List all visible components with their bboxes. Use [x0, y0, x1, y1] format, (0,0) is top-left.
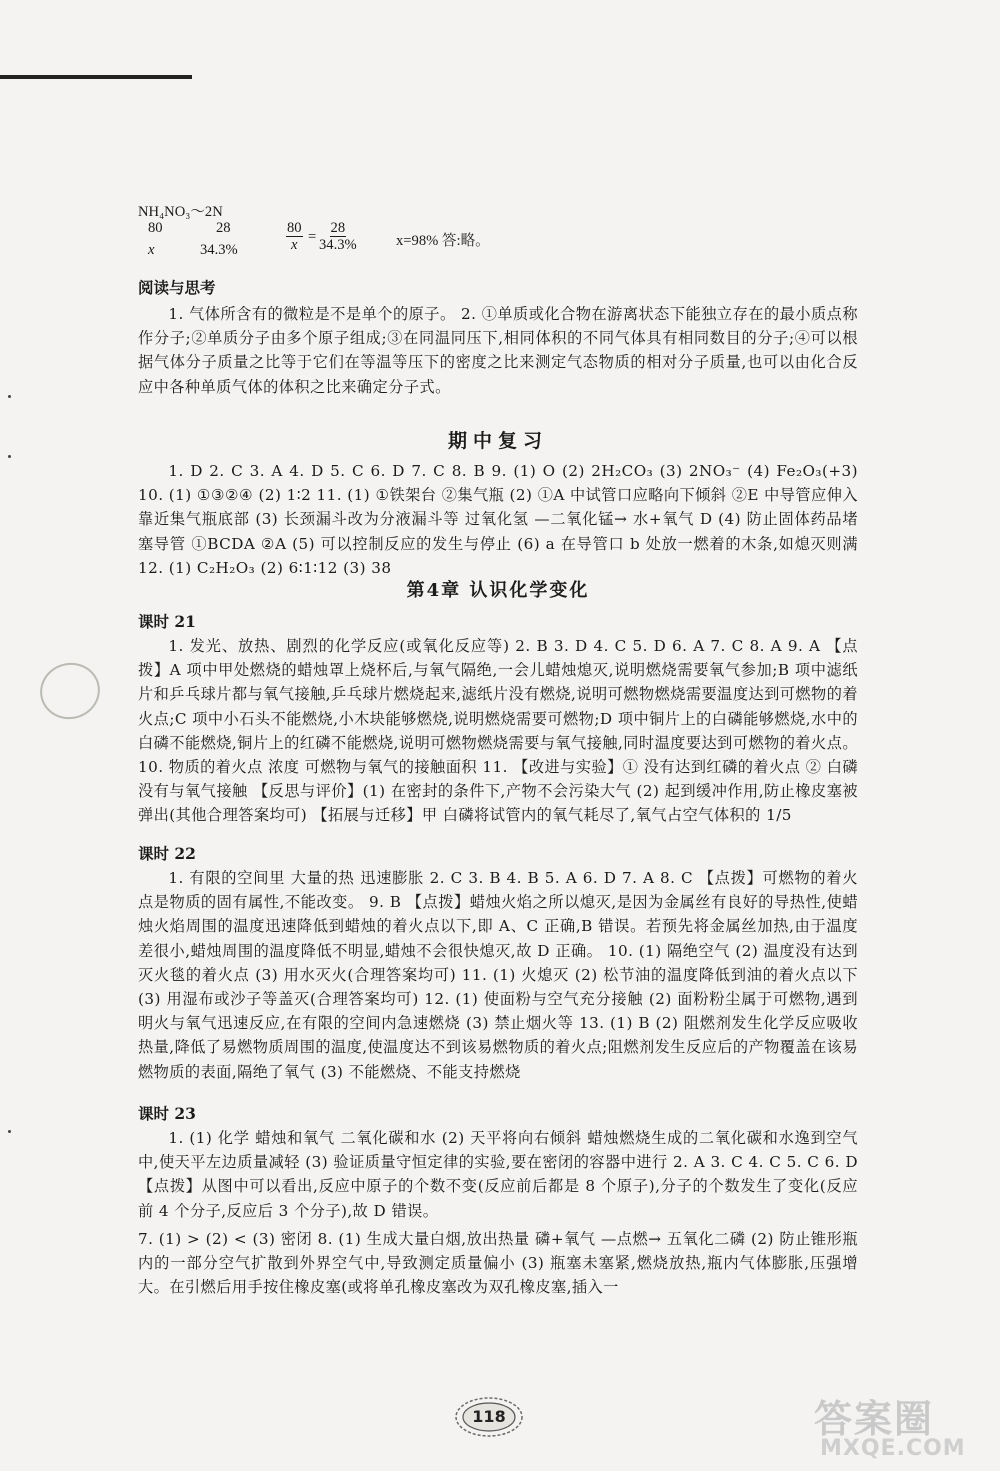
calc-value-343: 34.3%: [200, 242, 238, 258]
lesson-23-text-2: 7. (1) > (2) < (3) 密闭 8. (1) 生成大量白烟,放出热量 磷+氧气 —点燃→ 五氧化二磷 (2) 防止锥形瓶内的一部分空气扩散到外界空气中,导致测定质量偏小 (3) 瓶塞未塞紧,燃烧放热,瓶内气体膨胀,压强增大。在引燃后用手按住橡皮塞(或将单孔橡皮塞改为双孔橡皮塞,插入一: [138, 1229, 858, 1297]
reading-text: 1. 气体所含有的微粒是不是单个的原子。 2. ①单质或化合物在游离状态下能独立存在的最小质点称作分子;②单质分子由多个原子组成;③在同温同压下,相同体积的不同气体具有相同数目的分子;④可以根据气体分子质量之比等于它们在等温等压下的密度之比来测定气态物质的相对分子质量,也可以由化合反应中各种单质气体的体积之比来确定分子式。: [138, 305, 858, 396]
seal-stamp: [34, 656, 106, 726]
page-number-badge: [453, 1395, 525, 1439]
lesson-21-text: 1. 发光、放热、剧烈的化学反应(或氧化反应等) 2. B 3. D 4. C 5. D 6. A 7. C 8. A 9. A 【点拨】A 项中甲处燃烧的蜡烛罩上烧杯后,与氧气隔绝,一会儿蜡烛熄灭,说明燃烧需要氧气参加;B 项中滤纸片和乒乓球片都与氧气接触,乒乓球片燃烧起来,滤纸片没有燃烧,说明可燃物燃烧需要温度达到可燃物的着火点;C 项中小石头不能燃烧,小木块能够燃烧,说明燃烧需要可燃物;D 项中铜片上的白磷能够燃烧,水中的白磷不能燃烧,铜片上的红磷不能燃烧,说明可燃物燃烧需要与氧气接触,同时温度要达到可燃物的着火点。 10. 物质的着火点 浓度 可燃物与氧气的接触面积 11. 【改进与实验】① 没有达到红磷的着火点 ② 白磷没有与氧气接触 【反思与评价】(1) 在密封的条件下,产物不会污染大气 (2) 起到缓冲作用,防止橡皮塞被弹出(其他合理答案均可) 【拓展与迁移】甲 白磷将试管内的氧气耗尽了,氧气占空气体积的 1/5: [138, 637, 858, 825]
calc-equals: =: [308, 229, 317, 245]
lesson-22-title: 课时 22: [138, 844, 196, 863]
midterm-section: [138, 426, 858, 580]
calc-value-x: x: [148, 242, 155, 258]
calculation-block: [138, 200, 858, 272]
watermark-line2: MXQE.COM: [820, 1436, 966, 1461]
reading-title: 阅读与思考: [138, 278, 216, 297]
lesson-21-section: [138, 610, 858, 828]
watermark: [770, 1388, 990, 1468]
chapter-heading: [138, 576, 858, 602]
margin-dot: [8, 395, 11, 398]
calc-formula: NH₄NO₃～2N: [138, 204, 223, 220]
lesson-23-section: [138, 1102, 858, 1299]
calc-result: x=98% 答:略。: [396, 233, 490, 249]
calc-value-28: 28: [216, 220, 231, 236]
chapter-title: 第4章 认识化学变化: [406, 580, 590, 601]
midterm-text: 1. D 2. C 3. A 4. D 5. C 6. D 7. C 8. B 9. (1) O (2) 2H₂CO₃ (3) 2NO₃⁻ (4) Fe₂O₃(+3) 10. (1) ①③②④ (2) 1∶2 11. (1) ①铁架台 ②集气瓶 (2) ①A 中试管口应略向下倾斜 ②E 中导管应伸入靠近集气瓶底部 (3) 长颈漏斗改为分液漏斗等 过氧化氢 —二氧化锰→ 水+氧气 D (4) 防止固体药品堵塞导管 ①BCDA ②A (5) 可以控制反应的发生与停止 (6) a 在导管口 b 处放一燃着的木条,如熄灭则满 12. (1) C₂H₂O₃ (2) 6∶1∶12 (3) 38: [138, 462, 858, 577]
lesson-23-text-1: 1. (1) 化学 蜡烛和氧气 二氧化碳和水 (2) 天平将向右倾斜 蜡烛燃烧生成的二氧化碳和水逸到空气中,使天平左边质量减轻 (3) 验证质量守恒定律的实验,要在密闭的容器中进行 2. A 3. C 4. C 5. C 6. D 【点拨】从图中可以看出,反应中原子的个数不变(反应前后都是 8 个原子),分子的个数发生了变化(反应前 4 个分子,反应后 3 个分子),故 D 错误。: [138, 1129, 858, 1220]
lesson-22-text: 1. 有限的空间里 大量的热 迅速膨胀 2. C 3. B 4. B 5. A 6. D 7. A 8. C 【点拨】可燃物的着火点是物质的固有属性,不能改变。 9. B 【点拨】蜡烛火焰之所以熄灭,是因为金属丝有良好的导热性,使蜡烛火焰周围的温度迅速降低到蜡烛的着火点以下,即 A、C 正确,B 错误。若预先将金属丝加热,由于温度差很小,蜡烛周围的温度降低不明显,蜡烛不会很快熄灭,故 D 正确。 10. (1) 隔绝空气 (2) 温度没有达到灭火毯的着火点 (3) 用水灭火(合理答案均可) 11. (1) 火熄灭 (2) 松节油的温度降低到油的着火点以下 (3) 用湿布或沙子等盖灭(合理答案均可) 12. (1) 使面粉与空气充分接触 (2) 面粉粉尘属于可燃物,遇到明火与氧气迅速反应,在有限的空间内急速燃烧 (3) 禁止烟火等 13. (1) B (2) 阻燃剂发生化学反应吸收热量,降低了易燃物质周围的温度,使温度达不到该易燃物质的着火点;阻燃剂发生反应后的产物覆盖在该易燃物质的表面,隔绝了氧气 (3) 不能燃烧、不能支持燃烧: [138, 869, 858, 1081]
fraction-28-over-343: $\frac{28}{34.3\%}$: [319, 220, 357, 253]
margin-dot: [8, 1130, 11, 1133]
lesson-23-title: 课时 23: [138, 1104, 196, 1123]
midterm-title: 期中复习: [447, 430, 548, 452]
lesson-21-title: 课时 21: [138, 612, 196, 631]
calc-value-80: 80: [148, 220, 163, 236]
lesson-22-section: [138, 842, 858, 1084]
page-number: 118: [472, 1407, 506, 1426]
watermark-line1: 答案圈: [814, 1397, 935, 1441]
fraction-80-over-x: $\frac{80}{x}$: [287, 220, 302, 253]
margin-dot: [8, 455, 11, 458]
top-rule: [0, 75, 192, 79]
reading-section: [138, 276, 858, 399]
